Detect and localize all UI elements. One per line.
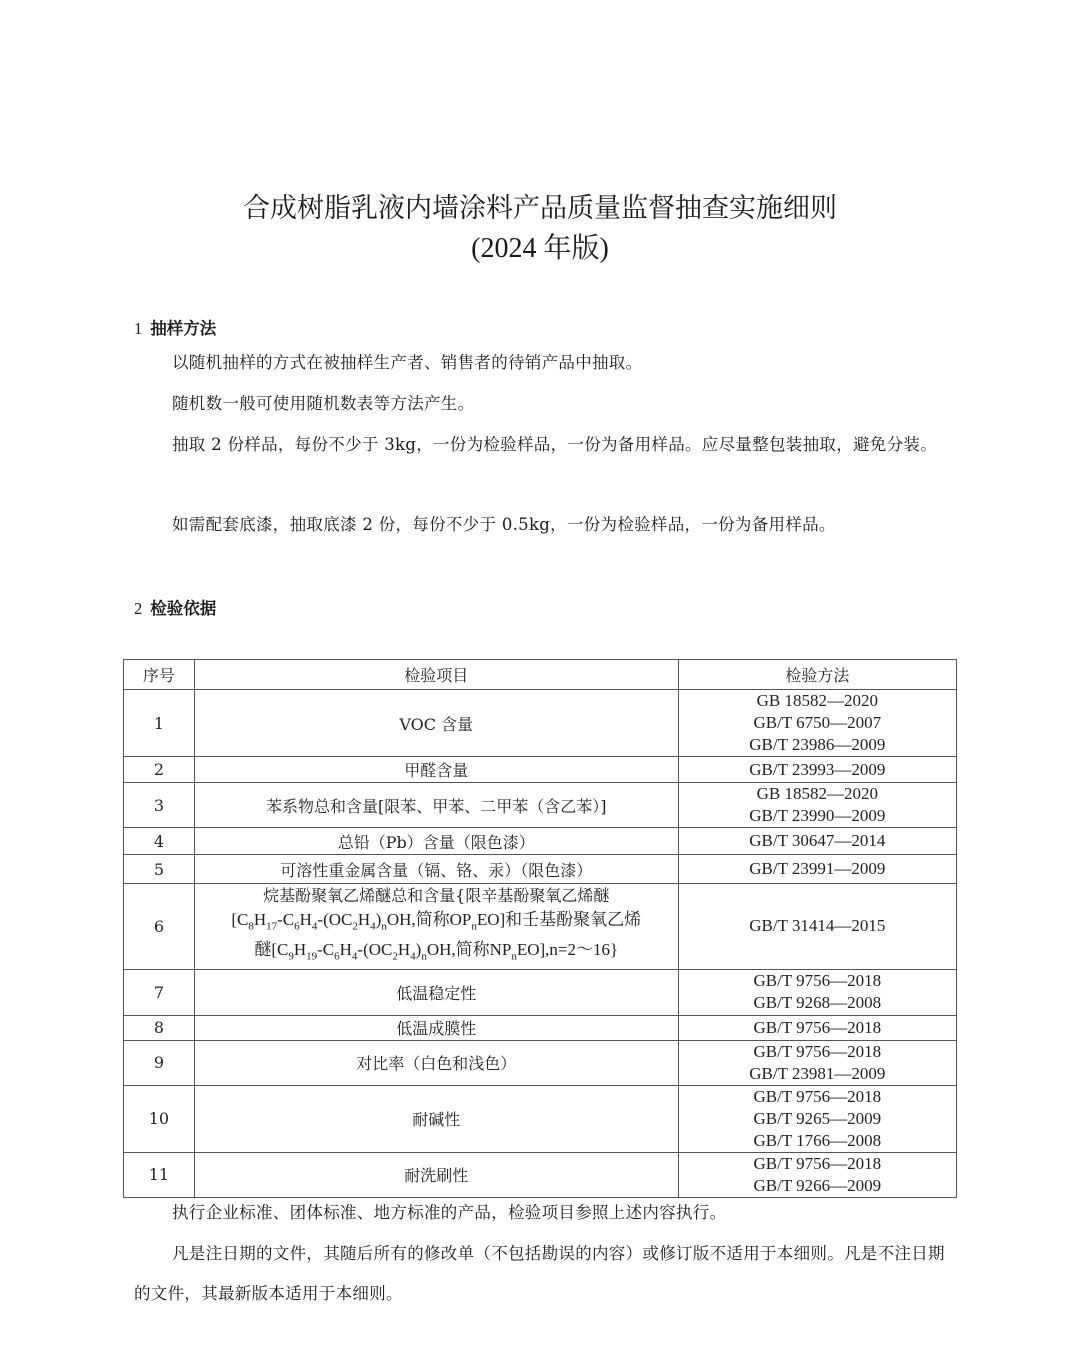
row-methods [678,783,956,828]
paragraph: 随机数一般可使用随机数表等方法产生。 [172,394,475,413]
method: GB/T 23990—2009 [749,806,886,825]
method: GB/T 23993—2009 [749,759,886,779]
header-item: 检验项目 [194,660,678,690]
row-item: 甲醛含量 [194,757,678,783]
row-no: 4 [124,828,195,855]
paragraph: 以随机抽样的方式在被抽样生产者、销售者的待销产品中抽取。 [172,353,643,372]
method: GB 18582—2020 [756,784,879,803]
row-no: 1 [124,690,195,757]
section-title: 抽样方法 [150,319,217,338]
row-item: 可溶性重金属含量（镉、铬、汞）（限色漆） [194,855,678,884]
row-no: 8 [124,1015,195,1040]
section-2-heading [134,595,216,619]
section-title: 检验依据 [150,599,217,618]
table-row [124,828,957,855]
row-item: 低温稳定性 [194,969,678,1015]
row-no: 5 [124,855,195,884]
table-row [124,757,957,783]
row-methods [678,757,956,783]
method: GB/T 23981—2009 [749,1063,886,1083]
method: GB/T 23986—2009 [749,735,886,754]
row-methods [678,1152,956,1197]
item-formula-line: [$C_8H_{17}-C_6H_4-(OC_2H_4)_nOH$,简称$OP_nEO$]和壬基酚聚氧乙烯 [231,910,642,933]
header-no: 序号 [124,660,195,690]
method: GB 18582—2020 [756,691,879,710]
row-no: 11 [124,1152,195,1197]
item-formula-line: 醚[$C_9H_{19}-C_6H_4-(OC_2H_4)_nOH$,简称$NP_nEO],n=2\sim 16$} [254,940,619,963]
method: GB/T 6750—2007 [753,713,882,732]
table-row [124,969,957,1015]
table-row [124,884,957,970]
row-methods [678,828,956,855]
paragraph: 如需配套底漆，抽取底漆 2 份，每份不少于 0.5kg，一份为检验样品，一份为备用样品。 [172,515,836,534]
row-methods [678,1040,956,1085]
section-number: 2 [134,599,143,618]
method: GB/T 30647—2014 [749,831,886,850]
row-methods [678,969,956,1015]
method: GB/T 9756—2018 [753,1153,882,1173]
row-no: 3 [124,783,195,828]
row-no: 9 [124,1040,195,1085]
method: GB/T 9756—2018 [753,971,882,991]
method: GB/T 9756—2018 [753,1017,882,1037]
section-1-heading [134,315,216,339]
method: GB/T 9268—2008 [753,993,882,1013]
row-item: 耐碱性 [194,1085,678,1152]
method: GB/T 9265—2009 [753,1108,882,1128]
note-paragraph: 执行企业标准、团体标准、地方标准的产品，检验项目参照上述内容执行。 [172,1203,727,1222]
row-item: 苯系物总和含量[限苯、甲苯、二甲苯（含乙苯）] [194,783,678,828]
method: GB/T 9266—2009 [753,1175,882,1195]
document-edition: (2024 年版) [471,233,609,264]
method: GB/T 9756—2018 [753,1086,882,1106]
row-methods [678,884,956,970]
section-number: 1 [134,319,143,338]
table-row [124,1015,957,1040]
row-item [194,884,678,970]
header-method: 检验方法 [678,660,956,690]
item-line: 烷基酚聚氧乙烯醚总和含量{限辛基酚聚氧乙烯醚 [263,886,610,905]
row-no: 2 [124,757,195,783]
document-title: 合成树脂乳液内墙涂料产品质量监督抽查实施细则 [243,193,837,224]
row-methods [678,690,956,757]
method: GB/T 31414—2015 [749,916,886,936]
method: GB/T 1766—2008 [753,1130,882,1150]
table-header-row [124,660,957,690]
note-paragraph: 凡是注日期的文件，其随后所有的修改单（不包括勘误的内容）或修订版不适用于本细则。凡是不注日期的文件，其最新版本适用于本细则。 [134,1244,945,1303]
table-row [124,1040,957,1085]
row-no: 7 [124,969,195,1015]
row-item: 总铅（Pb）含量（限色漆） [194,828,678,855]
table-row [124,1152,957,1197]
row-item: 低温成膜性 [194,1015,678,1040]
table-row [124,690,957,757]
row-no: 6 [124,884,195,970]
inspection-table [123,659,957,1198]
row-item: VOC 含量 [194,690,678,757]
table-row [124,1085,957,1152]
row-methods [678,1015,956,1040]
table-row [124,855,957,884]
row-methods [678,1085,956,1152]
row-item: 耐洗刷性 [194,1152,678,1197]
table-row [124,783,957,828]
method: GB/T 9756—2018 [753,1041,882,1061]
paragraph: 抽取 2 份样品，每份不少于 3kg，一份为检验样品，一份为备用样品。应尽量整包装抽取，避免分装。 [172,435,937,454]
row-item: 对比率（白色和浅色） [194,1040,678,1085]
method: GB/T 23991—2009 [749,859,886,878]
row-methods [678,855,956,884]
row-no: 10 [124,1085,195,1152]
